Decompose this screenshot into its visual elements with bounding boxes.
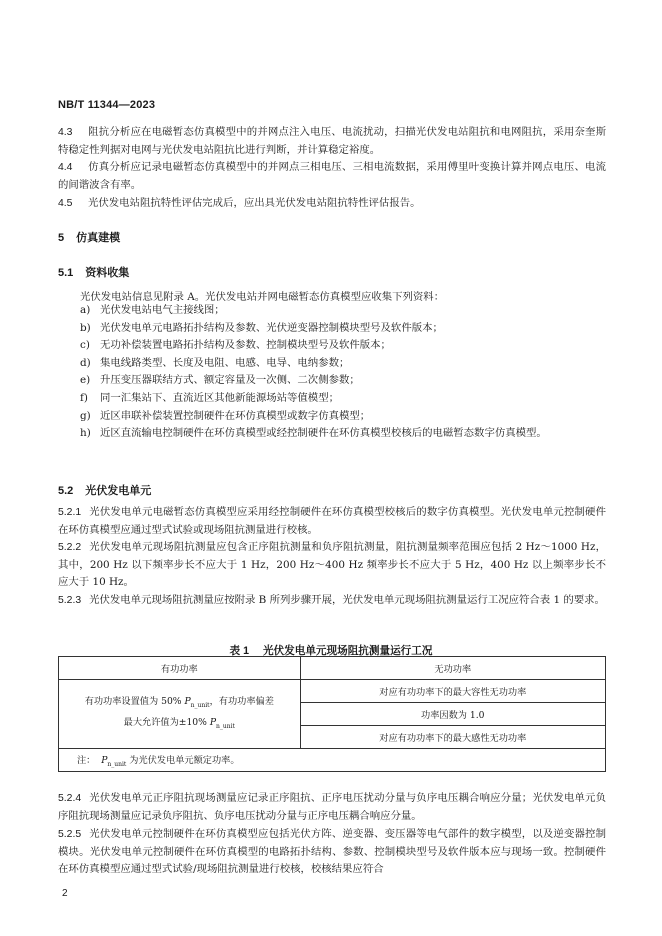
- section-5-heading: [58, 229, 120, 245]
- cell-text: ，有功功率偏差: [209, 696, 274, 708]
- active-power-setting: [59, 680, 301, 749]
- note-text: 为光伏发电单元额定功率。: [126, 755, 240, 767]
- clause-4-5: [58, 195, 606, 213]
- table-header-row: [59, 657, 606, 680]
- list-text: 近区串联补偿装置控制硬件在环仿真模型或数字仿真模型；: [100, 409, 371, 422]
- clause-number: 5.2.2: [58, 542, 82, 553]
- clause-5-2-5: [58, 826, 606, 879]
- operating-conditions-table: [58, 656, 606, 772]
- list-marker: b): [80, 321, 91, 334]
- materials-list: [80, 302, 606, 443]
- clause-5-2-3: [58, 592, 606, 610]
- list-text: 近区直流输电控制硬件在环仿真模型或经控制硬件在环仿真模型校核后的电磁暂态数字仿真模型。: [100, 427, 547, 440]
- cell-text: 最大允许值为±10%: [123, 717, 210, 728]
- list-marker: e): [80, 374, 91, 387]
- section-title: 仿真建模: [76, 232, 121, 244]
- clause-4-3: [58, 124, 606, 159]
- list-item: [80, 337, 606, 355]
- clause-4-4: [58, 159, 606, 194]
- section-number: 5: [58, 232, 65, 244]
- list-item: [80, 320, 606, 338]
- section-number: 5.2: [58, 485, 74, 497]
- symbol-subscript: n_unit: [216, 722, 235, 730]
- list-text: 同一汇集站下、直流近区其他新能源场站等值模型；: [100, 391, 339, 404]
- clause-number: 4.3: [58, 127, 73, 138]
- list-marker: h): [80, 427, 91, 440]
- symbol-p: P: [101, 755, 108, 767]
- list-item: [80, 355, 606, 373]
- list-text: 集电线路类型、长度及电阻、电感、电导、电纳参数；: [100, 356, 350, 369]
- section-title: 资料收集: [85, 267, 130, 279]
- clause-5-2-4: [58, 790, 606, 825]
- list-item: [80, 425, 606, 443]
- clause-text: 光伏发电单元正序阻抗现场测量应记录正序阻抗、正序电压扰动分量与负序电压耦合响应分量；光伏发电单元负序阻抗现场测量应记录负序阻抗、负序电压扰动分量与正序电压耦合响应分量。: [58, 792, 606, 822]
- clause-text: 光伏发电单元现场阻抗测量应按附录 B 所列步骤开展，光伏发电单元现场阻抗测量运行工况应符合表 1 的要求。: [89, 594, 605, 606]
- reactive-cell: 对应有功功率下的最大感性无功功率: [300, 726, 605, 749]
- table-row: [59, 680, 606, 703]
- list-marker: c): [80, 339, 90, 352]
- clause-number: 4.5: [58, 198, 73, 209]
- list-item: [80, 390, 606, 408]
- list-text: 无功补偿装置电路拓扑结构及参数、控制模块型号及软件版本；: [100, 339, 391, 352]
- table-note: [59, 749, 606, 772]
- clause-text: 仿真分析应记录电磁暂态仿真模型中的并网点三相电压、三相电流数据，采用傅里叶变换计算并网点电压、电流的间谐波含有率。: [58, 161, 606, 191]
- clause-5-2-1: [58, 504, 606, 539]
- note-label: 注：: [77, 755, 96, 767]
- list-text: 升压变压器联结方式、额定容量及一次侧、二次侧参数；: [100, 374, 360, 387]
- clause-5-2-2: [58, 539, 606, 592]
- header-active-power: 有功功率: [59, 657, 301, 680]
- page-number: 2: [62, 888, 68, 899]
- section-5-2-heading: [58, 482, 151, 498]
- clause-number: 5.2.3: [58, 595, 82, 606]
- header-reactive-power: 无功功率: [300, 657, 605, 680]
- section-5-1-heading: [58, 264, 129, 280]
- table-title: 光伏发电单元现场阻抗测量运行工况: [262, 645, 433, 657]
- clause-number: 4.4: [58, 162, 73, 173]
- symbol-subscript: n_unit: [107, 760, 127, 768]
- clause-number: 5.2.4: [58, 793, 82, 804]
- clause-text: 阻抗分析应在电磁暂态仿真模型中的并网点注入电压、电流扰动，扫描光伏发电站阻抗和电网阻抗，采用奈奎斯特稳定性判据对电网与光伏发电站阻抗比进行判断，并计算稳定裕度。: [58, 126, 606, 156]
- clause-number: 5.2.5: [58, 829, 82, 840]
- document-number: NB/T 11344—2023: [58, 99, 156, 111]
- clause-text: 光伏发电站阻抗特性评估完成后，应出具光伏发电站阻抗特性评估报告。: [88, 197, 421, 209]
- list-marker: g): [80, 409, 91, 422]
- clause-text: 光伏发电单元现场阻抗测量应包含正序阻抗测量和负序阻抗测量，阻抗测量频率范围应包括 2 Hz～1000 Hz，其中，200 Hz 以下频率步长不应大于 1 Hz，200 Hz～400 Hz 频率步长不应大于 5 Hz，400 Hz 以上频率步长不应大于 10 Hz。: [58, 541, 606, 589]
- symbol-p: P: [209, 717, 216, 728]
- clause-number: 5.2.1: [58, 507, 82, 518]
- list-marker: a): [80, 304, 91, 316]
- symbol-subscript: n_unit: [190, 702, 210, 709]
- clause-text: 光伏发电单元控制硬件在环仿真模型应包括光伏方阵、逆变器、变压器等电气部件的数字模型，以及逆变器控制模块。光伏发电单元控制硬件在环仿真模型的电路拓扑结构、参数、控制模块型号及软件版本应与现场一致。控制硬件在环仿真模型应通过型式试验/现场阻抗测量进行校核，校核结果应符合: [58, 828, 606, 876]
- cell-text: 有功功率设置值为 50%: [84, 696, 185, 708]
- section-number: 5.1: [58, 267, 74, 279]
- symbol-p: P: [184, 696, 191, 708]
- section-5-1-intro: 光伏发电站信息见附录 A。光伏发电站并网电磁暂态仿真模型应收集下列资料：: [80, 291, 445, 303]
- list-marker: d): [80, 356, 91, 369]
- list-item: [80, 302, 606, 320]
- table-note-row: [59, 749, 606, 772]
- list-marker: f): [80, 391, 88, 404]
- table-label: 表 1: [229, 645, 249, 657]
- clause-text: 光伏发电单元电磁暂态仿真模型应采用经控制硬件在环仿真模型校核后的数字仿真模型。光伏发电单元控制硬件在环仿真模型应通过型式试验或现场阻抗测量进行校核。: [58, 506, 606, 536]
- list-item: [80, 372, 606, 390]
- reactive-cell: 对应有功功率下的最大容性无功功率: [300, 680, 605, 703]
- section-title: 光伏发电单元: [85, 485, 152, 497]
- list-text: 光伏发电站电气主接线图；: [100, 304, 225, 316]
- list-text: 光伏发电单元电路拓扑结构及参数、光伏逆变器控制模块型号及软件版本；: [100, 321, 443, 334]
- reactive-cell: 功率因数为 1.0: [300, 703, 605, 726]
- list-item: [80, 408, 606, 426]
